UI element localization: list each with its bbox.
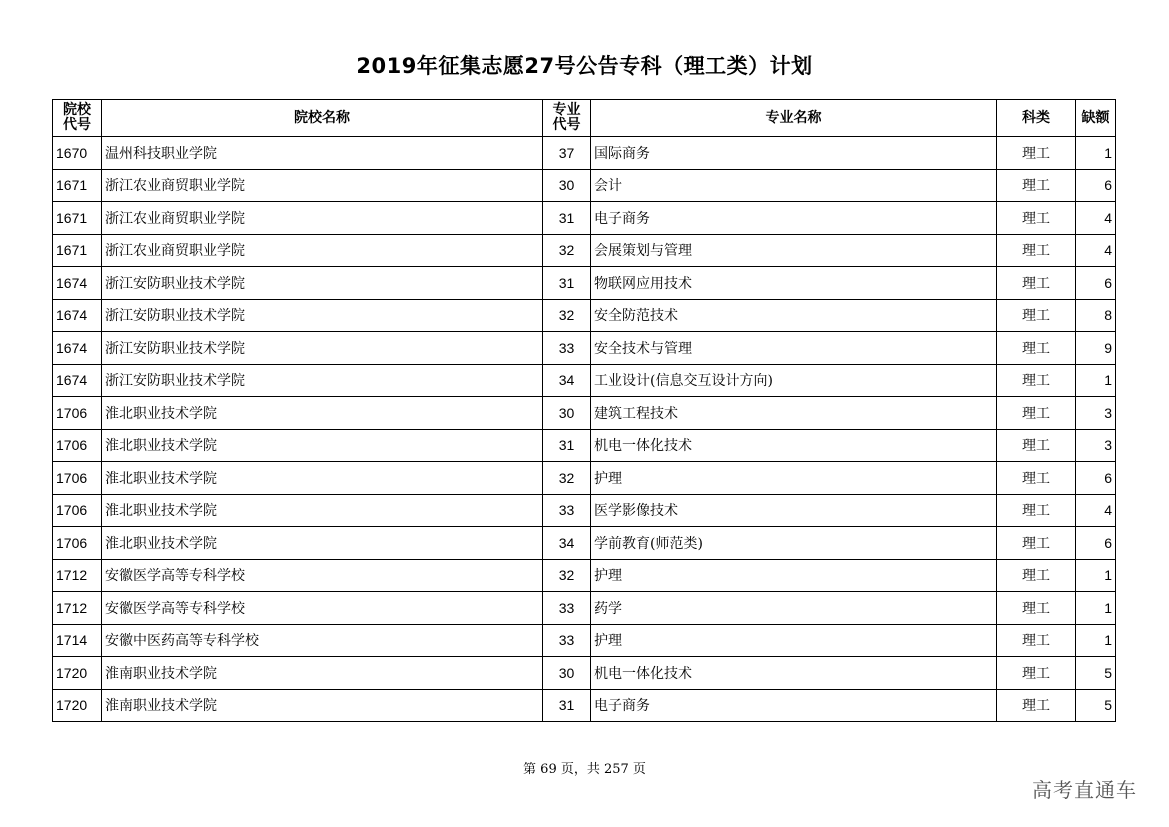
cell-school-code: 1670 <box>53 137 102 170</box>
cell-vacancy: 4 <box>1076 494 1116 527</box>
table-body <box>53 137 1116 722</box>
header-school-code <box>53 100 102 137</box>
cell-vacancy: 4 <box>1076 202 1116 235</box>
cell-school-code: 1720 <box>53 657 102 690</box>
table-row <box>53 332 1116 365</box>
cell-school-name: 淮南职业技术学院 <box>102 689 543 722</box>
cell-major-code: 37 <box>543 137 591 170</box>
cell-major-name: 护理 <box>591 624 997 657</box>
cell-major-name: 学前教育(师范类) <box>591 527 997 560</box>
cell-major-code: 31 <box>543 429 591 462</box>
header-major-name: 专业名称 <box>591 100 997 137</box>
cell-major-name: 会计 <box>591 169 997 202</box>
cell-school-name: 安徽医学高等专科学校 <box>102 559 543 592</box>
cell-school-code: 1714 <box>53 624 102 657</box>
cell-category: 理工 <box>997 202 1076 235</box>
cell-major-code: 30 <box>543 169 591 202</box>
cell-vacancy: 1 <box>1076 592 1116 625</box>
cell-school-name: 浙江安防职业技术学院 <box>102 299 543 332</box>
cell-school-code: 1671 <box>53 169 102 202</box>
table-row <box>53 364 1116 397</box>
cell-category: 理工 <box>997 137 1076 170</box>
cell-school-code: 1671 <box>53 234 102 267</box>
table-row <box>53 657 1116 690</box>
cell-major-code: 33 <box>543 624 591 657</box>
cell-major-code: 34 <box>543 364 591 397</box>
cell-school-code: 1706 <box>53 494 102 527</box>
cell-major-name: 会展策划与管理 <box>591 234 997 267</box>
table-row <box>53 462 1116 495</box>
table-row <box>53 234 1116 267</box>
cell-vacancy: 3 <box>1076 397 1116 430</box>
header-school-name: 院校名称 <box>102 100 543 137</box>
table-row <box>53 559 1116 592</box>
header-major-code-line2: 代号 <box>552 117 581 133</box>
cell-school-code: 1674 <box>53 332 102 365</box>
cell-category: 理工 <box>997 267 1076 300</box>
cell-category: 理工 <box>997 332 1076 365</box>
cell-vacancy: 6 <box>1076 462 1116 495</box>
table-row <box>53 592 1116 625</box>
cell-category: 理工 <box>997 527 1076 560</box>
cell-school-name: 淮北职业技术学院 <box>102 494 543 527</box>
cell-vacancy: 9 <box>1076 332 1116 365</box>
cell-school-code: 1706 <box>53 429 102 462</box>
cell-major-name: 电子商务 <box>591 202 997 235</box>
cell-school-name: 浙江农业商贸职业学院 <box>102 202 543 235</box>
cell-major-code: 32 <box>543 299 591 332</box>
table-row <box>53 527 1116 560</box>
cell-school-name: 淮北职业技术学院 <box>102 397 543 430</box>
header-major-code <box>543 100 591 137</box>
cell-category: 理工 <box>997 364 1076 397</box>
cell-major-name: 护理 <box>591 462 997 495</box>
cell-category: 理工 <box>997 592 1076 625</box>
cell-school-name: 淮北职业技术学院 <box>102 429 543 462</box>
cell-category: 理工 <box>997 657 1076 690</box>
cell-school-code: 1706 <box>53 527 102 560</box>
cell-major-code: 33 <box>543 592 591 625</box>
cell-vacancy: 6 <box>1076 169 1116 202</box>
cell-major-name: 安全技术与管理 <box>591 332 997 365</box>
cell-major-name: 建筑工程技术 <box>591 397 997 430</box>
cell-major-code: 30 <box>543 397 591 430</box>
cell-major-code: 32 <box>543 559 591 592</box>
cell-school-code: 1712 <box>53 592 102 625</box>
plan-table <box>52 99 1116 722</box>
cell-category: 理工 <box>997 169 1076 202</box>
cell-category: 理工 <box>997 429 1076 462</box>
cell-vacancy: 6 <box>1076 267 1116 300</box>
cell-school-code: 1720 <box>53 689 102 722</box>
cell-vacancy: 6 <box>1076 527 1116 560</box>
cell-major-code: 32 <box>543 234 591 267</box>
cell-category: 理工 <box>997 299 1076 332</box>
table-row <box>53 689 1116 722</box>
cell-major-code: 31 <box>543 202 591 235</box>
cell-vacancy: 3 <box>1076 429 1116 462</box>
cell-category: 理工 <box>997 234 1076 267</box>
cell-vacancy: 8 <box>1076 299 1116 332</box>
table-row <box>53 267 1116 300</box>
cell-major-code: 32 <box>543 462 591 495</box>
cell-major-name: 安全防范技术 <box>591 299 997 332</box>
cell-major-name: 医学影像技术 <box>591 494 997 527</box>
header-major-code-line1: 专业 <box>552 102 581 118</box>
table-row <box>53 624 1116 657</box>
cell-major-code: 31 <box>543 689 591 722</box>
cell-school-name: 浙江安防职业技术学院 <box>102 267 543 300</box>
cell-school-code: 1706 <box>53 397 102 430</box>
cell-vacancy: 5 <box>1076 657 1116 690</box>
cell-vacancy: 1 <box>1076 137 1116 170</box>
cell-category: 理工 <box>997 689 1076 722</box>
cell-vacancy: 1 <box>1076 624 1116 657</box>
cell-school-name: 浙江农业商贸职业学院 <box>102 234 543 267</box>
cell-major-name: 护理 <box>591 559 997 592</box>
cell-vacancy: 1 <box>1076 559 1116 592</box>
table-row <box>53 202 1116 235</box>
cell-major-name: 机电一体化技术 <box>591 429 997 462</box>
table-header-row <box>53 100 1116 137</box>
table-row <box>53 429 1116 462</box>
header-school-code-line2: 代号 <box>63 117 91 133</box>
cell-major-name: 物联网应用技术 <box>591 267 997 300</box>
watermark: 高考直通车 <box>1032 778 1137 802</box>
cell-school-name: 淮南职业技术学院 <box>102 657 543 690</box>
cell-school-name: 浙江农业商贸职业学院 <box>102 169 543 202</box>
cell-school-code: 1674 <box>53 299 102 332</box>
header-category: 科类 <box>997 100 1076 137</box>
table-row <box>53 299 1116 332</box>
cell-category: 理工 <box>997 559 1076 592</box>
header-school-code-line1: 院校 <box>63 102 91 118</box>
cell-major-code: 34 <box>543 527 591 560</box>
cell-school-name: 安徽中医药高等专科学校 <box>102 624 543 657</box>
cell-major-name: 机电一体化技术 <box>591 657 997 690</box>
page-footer: 第 69 页，共 257 页 <box>523 762 646 777</box>
cell-school-code: 1674 <box>53 364 102 397</box>
cell-major-code: 33 <box>543 332 591 365</box>
cell-school-name: 淮北职业技术学院 <box>102 462 543 495</box>
cell-category: 理工 <box>997 494 1076 527</box>
cell-vacancy: 1 <box>1076 364 1116 397</box>
table-row <box>53 397 1116 430</box>
page-title: 2019年征集志愿27号公告专科（理工类）计划 <box>356 54 813 78</box>
cell-major-code: 33 <box>543 494 591 527</box>
cell-school-name: 淮北职业技术学院 <box>102 527 543 560</box>
table-row <box>53 494 1116 527</box>
cell-major-name: 国际商务 <box>591 137 997 170</box>
cell-major-code: 30 <box>543 657 591 690</box>
cell-school-name: 浙江安防职业技术学院 <box>102 364 543 397</box>
cell-school-code: 1706 <box>53 462 102 495</box>
cell-major-name: 电子商务 <box>591 689 997 722</box>
cell-category: 理工 <box>997 462 1076 495</box>
cell-vacancy: 5 <box>1076 689 1116 722</box>
header-vacancy: 缺额 <box>1076 100 1116 137</box>
cell-vacancy: 4 <box>1076 234 1116 267</box>
cell-major-code: 31 <box>543 267 591 300</box>
cell-school-code: 1674 <box>53 267 102 300</box>
cell-major-name: 药学 <box>591 592 997 625</box>
cell-school-code: 1712 <box>53 559 102 592</box>
cell-school-code: 1671 <box>53 202 102 235</box>
table-row <box>53 169 1116 202</box>
cell-major-name: 工业设计(信息交互设计方向) <box>591 364 997 397</box>
cell-school-name: 温州科技职业学院 <box>102 137 543 170</box>
cell-category: 理工 <box>997 397 1076 430</box>
cell-school-name: 浙江安防职业技术学院 <box>102 332 543 365</box>
cell-category: 理工 <box>997 624 1076 657</box>
table-row <box>53 137 1116 170</box>
cell-school-name: 安徽医学高等专科学校 <box>102 592 543 625</box>
